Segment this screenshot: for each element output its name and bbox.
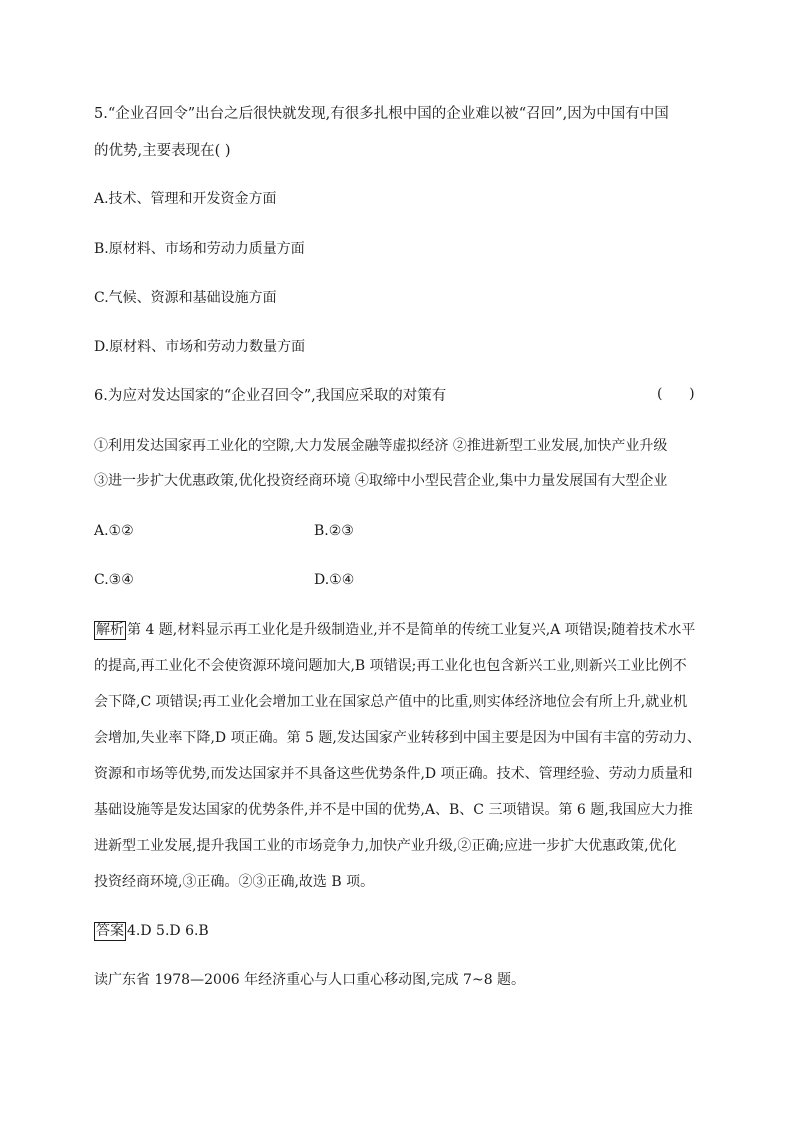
q5-stem-line1: 5.“企业召回令”出台之后很快就发现,有很多扎根中国的企业难以被“召回”,因为中国有中国 [94, 106, 669, 122]
analysis-text-1: 第 4 题,材料显示再工业化是升级制造业,并不是简单的传统工业复兴,A 项错误;随着技术水平 [127, 622, 696, 638]
q6-options-row2 [94, 570, 355, 590]
q6-statements-line1: ①利用发达国家再工业化的空隙,大力发展金融等虚拟经济 ②推进新型工业发展,加快产业升级 [94, 438, 668, 454]
q5-option-c: C.气候、资源和基础设施方面 [94, 290, 277, 306]
answer-text: 4.D 5.D 6.B [127, 923, 209, 939]
analysis-line-8: 投资经商环境,③正确。②③正确,故选 B 项。 [94, 874, 375, 890]
analysis-line-6: 基础设施等是发达国家的优势条件,并不是中国的优势,A、B、C 三项错误。第 6 题,我国应大力推 [94, 802, 693, 818]
answer-line [94, 921, 209, 941]
answer-tag: 答案 [96, 923, 124, 939]
q6-stem: 6.为应对发达国家的“企业召回令”,我国应采取的对策有 [94, 388, 447, 404]
q6-option-d: D.①④ [314, 572, 355, 588]
q5-option-d: D.原材料、市场和劳动力数量方面 [94, 339, 306, 355]
next-section-intro: 读广东省 1978—2006 年经济重心与人口重心移动图,完成 7~8 题。 [94, 972, 526, 988]
analysis-line-4: 会增加,失业率下降,D 项正确。第 5 题,发达国家产业转移到中国主要是因为中国有丰富的劳动力、 [94, 730, 701, 746]
analysis-line-5: 资源和市场等优势,而发达国家并不具备这些优势条件,D 项正确。技术、管理经验、劳动力质量和 [94, 766, 693, 782]
analysis-line-7: 进新型工业发展,提升我国工业的市场竞争力,加快产业升级,②正确;应进一步扩大优惠政策,优化 [94, 838, 677, 854]
analysis-line-2: 的提高,再工业化不会使资源环境问题加大,B 项错误;再工业化也包含新兴工业,则新兴工业比例不 [94, 658, 687, 674]
analysis-line-3: 会下降,C 项错误;再工业化会增加工业在国家总产值中的比重,则实体经济地位会有所上升,就业机 [94, 694, 688, 710]
q6-option-a: A.①② [94, 523, 134, 539]
q5-stem-line2: 的优势,主要表现在( ) [94, 143, 231, 159]
analysis-line-1 [94, 620, 695, 640]
q6-option-c: C.③④ [94, 572, 134, 588]
q6-options-row1 [94, 521, 354, 541]
q6-option-b: B.②③ [314, 523, 354, 539]
q5-option-b: B.原材料、市场和劳动力质量方面 [94, 241, 305, 257]
q6-statements-line2: ③进一步扩大优惠政策,优化投资经商环境 ④取缔中小型民营企业,集中力量发展国有大型企业 [94, 473, 668, 489]
q5-option-a: A.技术、管理和开发资金方面 [94, 191, 277, 207]
analysis-tag: 解析 [96, 622, 124, 638]
q6-answer-paren: ( ) [657, 386, 695, 402]
